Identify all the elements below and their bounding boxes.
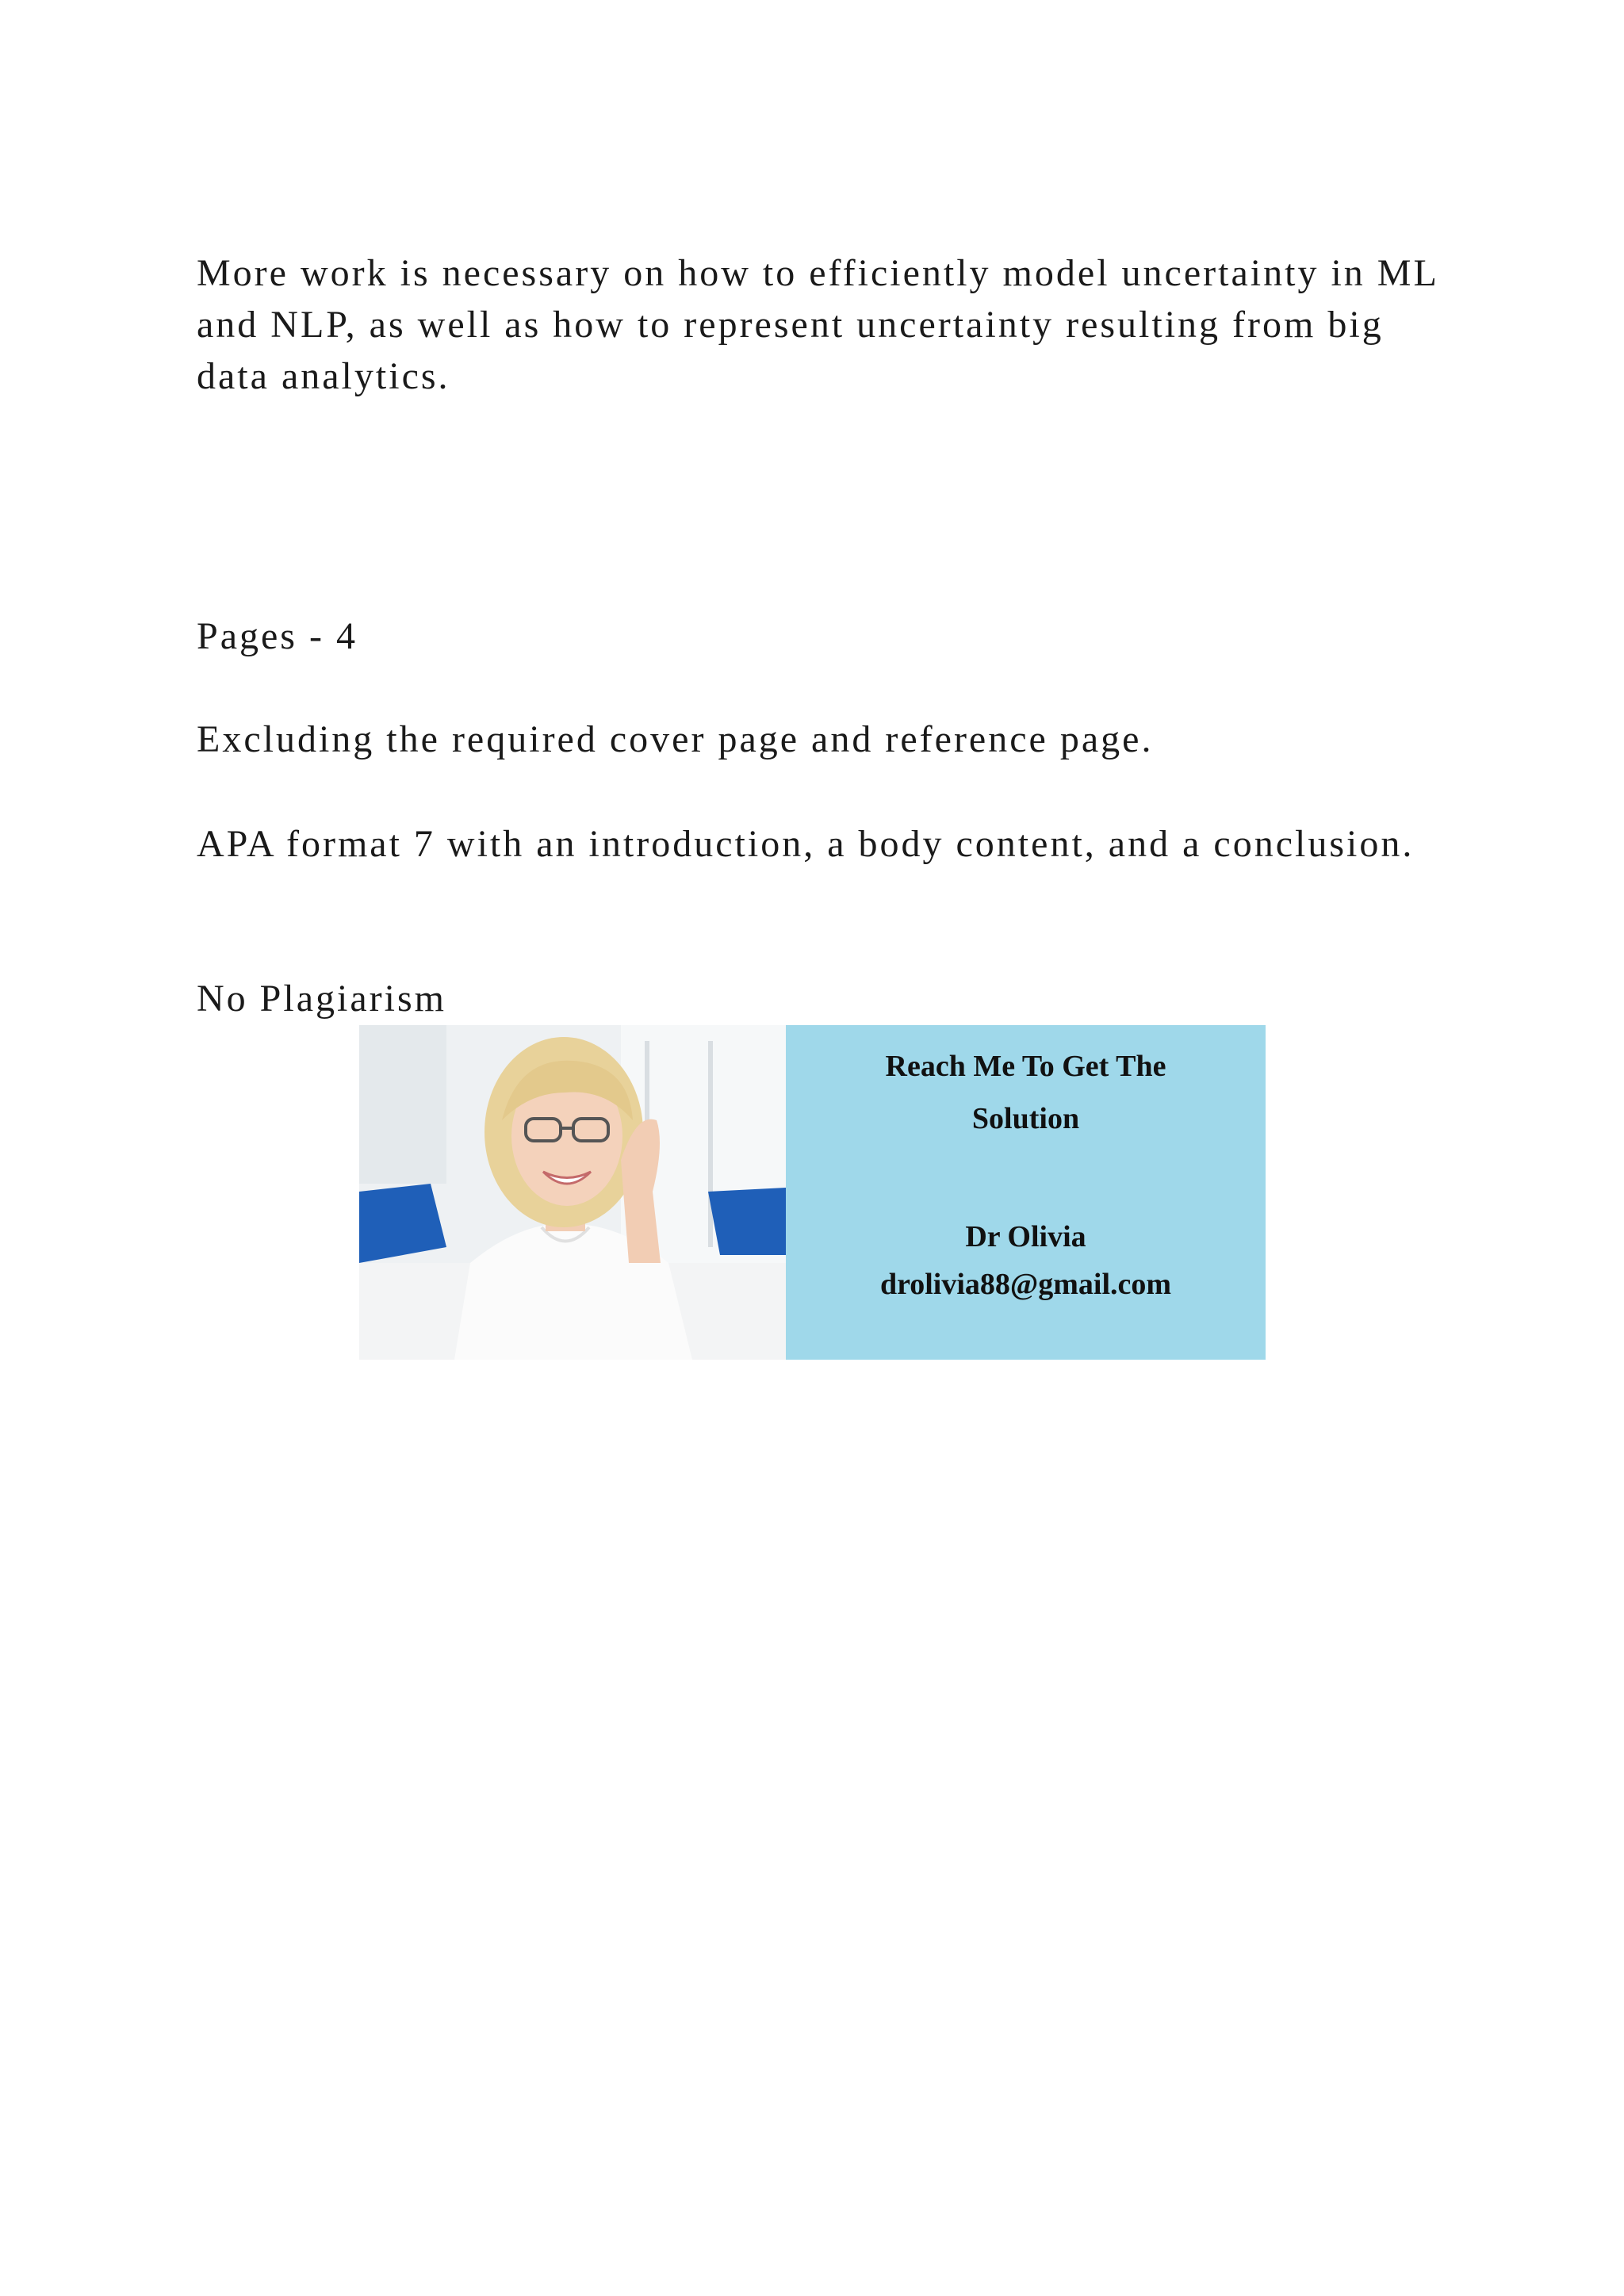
- apa-format-text: APA format 7 with an introduction, a body content, and a conclusion.: [197, 823, 1415, 865]
- contact-banner: [359, 1025, 1266, 1360]
- woman-photo-image: [359, 1025, 786, 1360]
- contact-name: Dr Olivia: [965, 1220, 1086, 1253]
- banner-heading-line-1: Reach Me To Get The: [885, 1050, 1166, 1083]
- page-count-text: Pages - 4: [197, 615, 358, 657]
- no-plagiarism-text: No Plagiarism: [197, 978, 446, 1020]
- contact-email: drolivia88@gmail.com: [879, 1268, 1172, 1301]
- photo-illustration-icon: [359, 1025, 786, 1360]
- banner-heading-line-2: Solution: [971, 1102, 1080, 1135]
- excluding-text: Excluding the required cover page and reference page.: [197, 718, 1154, 760]
- body-paragraph: More work is necessary on how to efficiently model uncertainty in ML and NLP, as well as how to represent uncertainty resulting from big data analytics.: [197, 252, 1438, 397]
- contact-info-panel: [786, 1025, 1266, 1360]
